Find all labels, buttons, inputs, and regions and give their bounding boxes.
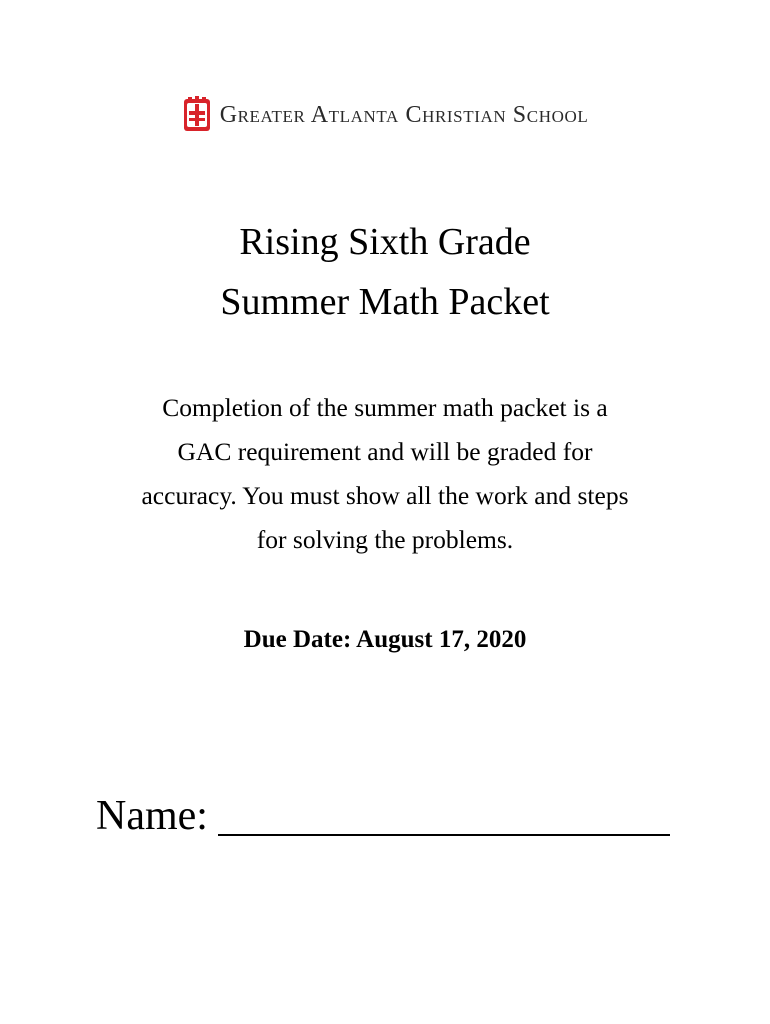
school-name: Greater Atlanta Christian School <box>219 101 589 128</box>
description-line-3: accuracy. You must show all the work and steps <box>141 481 629 510</box>
school-header <box>0 96 770 134</box>
description-line-2: GAC requirement and will be graded for <box>177 437 593 466</box>
description-line-4: for solving the problems. <box>256 525 514 554</box>
name-label: Name: <box>96 793 208 839</box>
school-crest-icon <box>182 96 212 134</box>
name-blank-line <box>218 834 670 836</box>
packet-description <box>60 386 710 562</box>
title-line-2: Summer Math Packet <box>220 281 550 323</box>
name-field <box>96 788 696 844</box>
due-date: Due Date: August 17, 2020 <box>243 626 527 653</box>
title-line-1: Rising Sixth Grade <box>239 221 531 263</box>
page-title <box>0 212 770 332</box>
description-line-1: Completion of the summer math packet is a <box>162 393 608 422</box>
